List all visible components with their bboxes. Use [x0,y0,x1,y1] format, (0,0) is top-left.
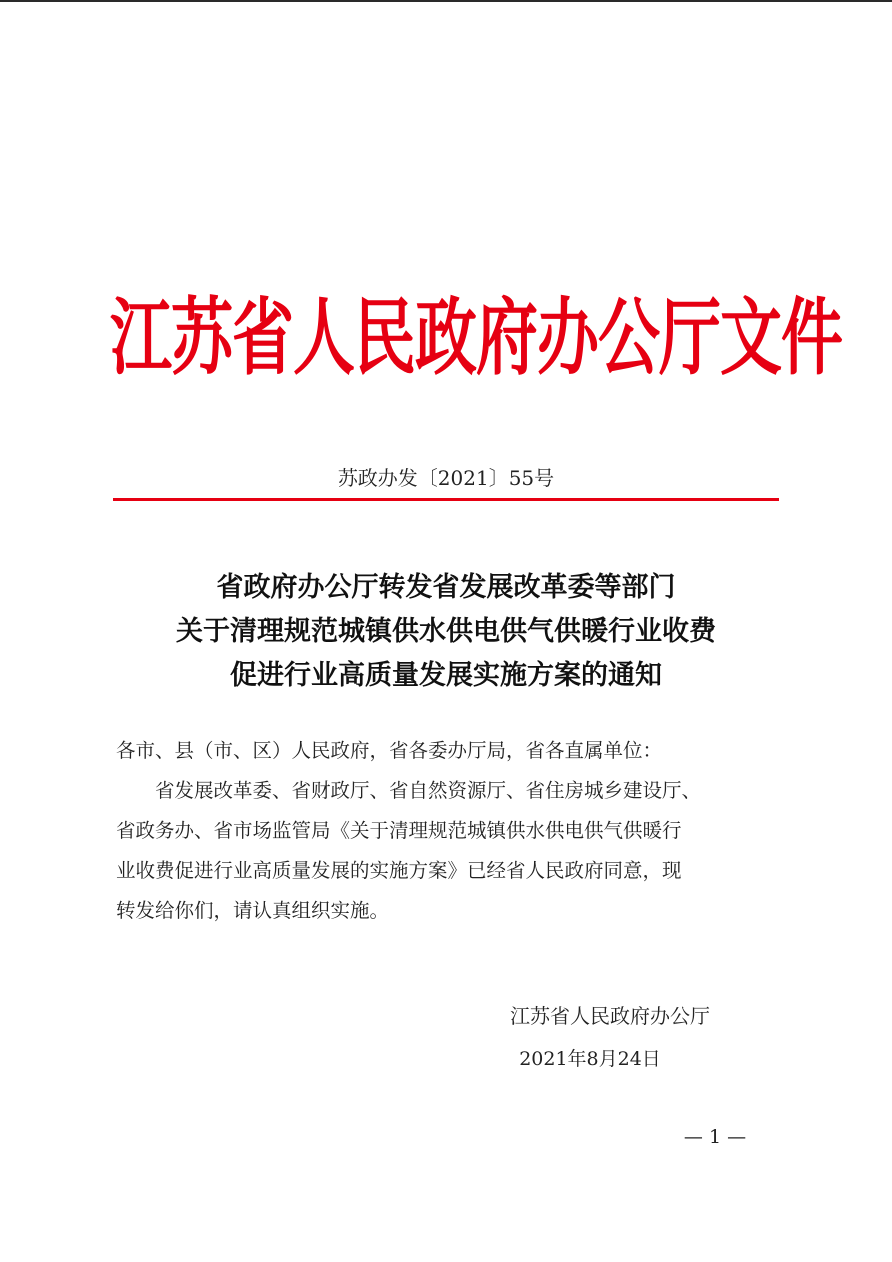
body-paragraph-line: 省发展改革委、省财政厅、省自然资源厅、省住房城乡建设厅、 [155,779,702,802]
document-number: 苏政办发〔2021〕55号 [337,466,555,490]
notice-title [100,566,792,698]
signing-organization: 江苏省人民政府办公厅 [510,1004,710,1028]
notice-title-line: 省政府办公厅转发省发展改革委等部门 [216,572,676,603]
issuing-authority-header: 江苏省人民政府办公厅文件 [110,288,843,387]
page-number: — 1 — [683,1126,747,1148]
notice-title-line: 关于清理规范城镇供水供电供气供暖行业收费 [176,616,716,647]
notice-body [116,731,780,931]
header-red-divider [113,498,779,501]
notice-title-line: 促进行业高质量发展实施方案的通知 [230,660,662,691]
body-paragraph-line: 业收费促进行业高质量发展的实施方案》已经省人民政府同意，现 [116,859,682,882]
signing-date: 2021年8月24日 [519,1048,661,1070]
body-paragraph-line: 省政务办、省市场监管局《关于清理规范城镇供水供电供气供暖行 [116,819,682,842]
page-top-edge [0,0,892,2]
salutation: 各市、县（市、区）人民政府，省各委办厅局，省各直属单位： [116,739,663,762]
body-paragraph-line: 转发给你们，请认真组织实施。 [116,899,390,922]
